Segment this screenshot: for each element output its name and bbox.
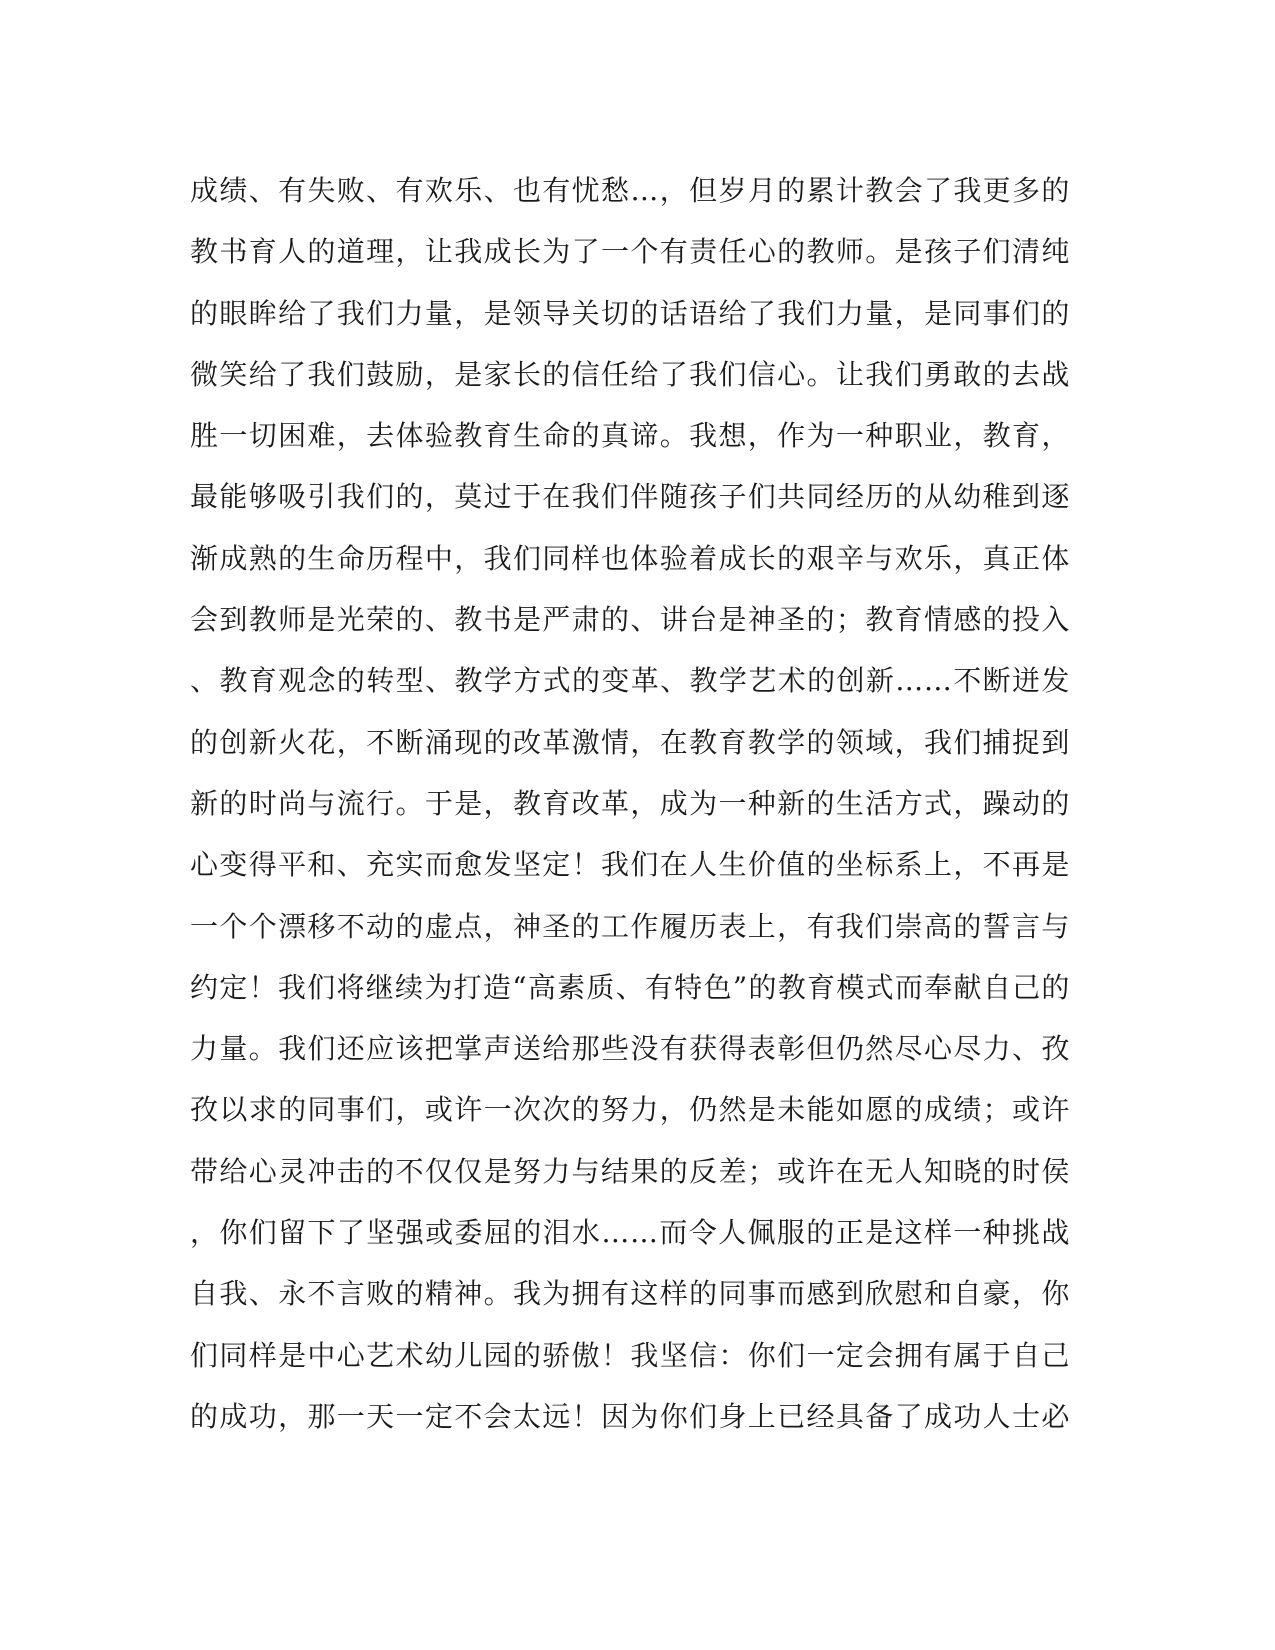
text-line: 约定！我们将继续为打造“高素质、有特色”的教育模式而奉献自己的 [190, 970, 1070, 1004]
text-line: 自我、永不言败的精神。我为拥有这样的同事而感到欣慰和自豪，你 [190, 1277, 1070, 1311]
text-line: 们同样是中心艺术幼儿园的骄傲！我坚信：你们一定会拥有属于自己 [190, 1338, 1070, 1372]
text-line: 、教育观念的转型、教学方式的变革、教学艺术的创新……不断迸发 [190, 664, 1070, 698]
text-line: 成绩、有失败、有欢乐、也有忧愁…，但岁月的累计教会了我更多的 [190, 174, 1070, 207]
text-line: 渐成熟的生命历程中，我们同样也体验着成长的艰辛与欢乐，真正体 [190, 541, 1070, 575]
body-text [190, 160, 1070, 1447]
text-line: 力量。我们还应该把掌声送给那些没有获得表彰但仍然尽心尽力、孜 [190, 1032, 1070, 1066]
text-line: 的眼眸给了我们力量，是领导关切的话语给了我们力量，是同事们的 [190, 296, 1070, 330]
text-line: 最能够吸引我们的，莫过于在我们伴随孩子们共同经历的从幼稚到逐 [190, 480, 1070, 514]
text-line: 心变得平和、充实而愈发坚定！我们在人生价值的坐标系上，不再是 [190, 848, 1070, 882]
text-line: 会到教师是光荣的、教书是严肃的、讲台是神圣的；教育情感的投入 [190, 603, 1070, 637]
text-line: 一个个漂移不动的虚点，神圣的工作履历表上，有我们崇高的誓言与 [190, 909, 1070, 943]
text-line: 孜以求的同事们，或许一次次的努力，仍然是未能如愿的成绩；或许 [190, 1093, 1070, 1127]
text-line: ，你们留下了坚强或委屈的泪水……而令人佩服的正是这样一种挑战 [190, 1216, 1070, 1250]
text-line: 的成功，那一天一定不会太远！因为你们身上已经具备了成功人士必 [190, 1399, 1070, 1433]
text-line: 教书育人的道理，让我成长为了一个有责任心的教师。是孩子们清纯 [190, 235, 1070, 269]
text-line: 微笑给了我们鼓励，是家长的信任给了我们信心。让我们勇敢的去战 [190, 357, 1070, 391]
text-line: 带给心灵冲击的不仅仅是努力与结果的反差；或许在无人知晓的时侯 [190, 1154, 1070, 1188]
text-line: 胜一切困难，去体验教育生命的真谛。我想，作为一种职业，教育， [190, 419, 1070, 453]
text-line: 的创新火花，不断涌现的改革激情，在教育教学的领域，我们捕捉到 [190, 725, 1070, 759]
text-line: 新的时尚与流行。于是，教育改革，成为一种新的生活方式，躁动的 [190, 786, 1070, 820]
